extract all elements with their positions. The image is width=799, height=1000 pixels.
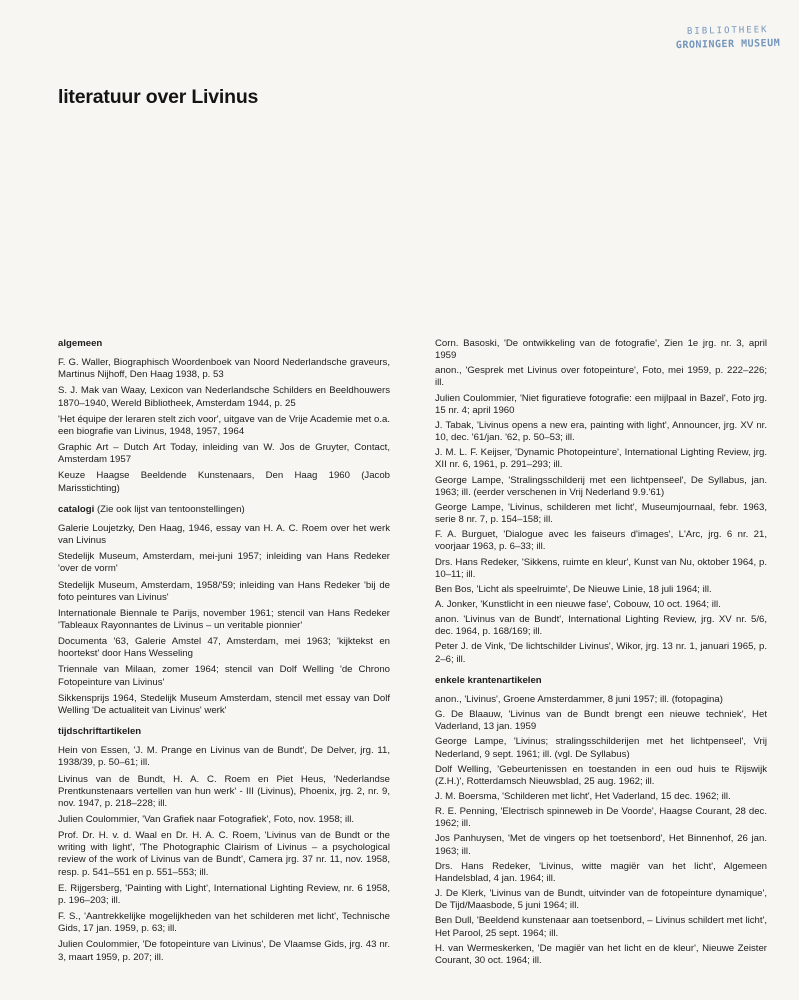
- bibliography-entry: Julien Coulommier, 'De fotopeinture van Livinus', De Vlaamse Gids, jrg. 43 nr. 3, maart 1959, p. 207; ill.: [58, 939, 390, 963]
- bibliography-entry: Graphic Art – Dutch Art Today, inleiding van W. Jos de Gruyter, Contact, Amsterdam 1957: [58, 442, 390, 466]
- section-tijdschriftartikelen: [58, 726, 390, 964]
- section-algemeen: [58, 338, 390, 495]
- bibliography-entry: Julien Coulommier, 'Van Grafiek naar Fotografiek', Foto, nov. 1958; ill.: [58, 814, 355, 825]
- section-heading-text: enkele krantenartikelen: [435, 674, 542, 686]
- bibliography-entry: F. S., 'Aantrekkelijke mogelijkheden van het schilderen met licht', Technische Gids, 17 jan. 1959, p. 63; ill.: [58, 911, 390, 935]
- section-heading: [58, 504, 390, 516]
- bibliography-entry: J. M. L. F. Keijser, 'Dynamic Photopeinture', International Lighting Review, jrg. XII nr. 6, 1961, p. 291–293; ill.: [435, 447, 767, 471]
- bibliography-entry: Ben Dull, 'Beeldend kunstenaar aan toetsenbord, – Livinus schildert met licht', Het Parool, 25 sept. 1964; ill.: [435, 915, 767, 939]
- bibliography-entry: Galerie Loujetzky, Den Haag, 1946, essay van H. A. C. Roem over het werk van Livinus: [58, 522, 390, 547]
- bibliography-entry: E. Rijgersberg, 'Painting with Light', International Lighting Review, nr. 6 1958, p. 196–203; ill.: [58, 882, 390, 906]
- bibliography-entry: anon. 'Livinus van de Bundt', International Lighting Review, jrg. XV nr. 5/6, dec. 1964, p. 168/169; ill.: [435, 614, 767, 638]
- section-heading-text: catalogi: [58, 503, 95, 515]
- bibliography-entry: Ben Bos, 'Licht als speelruimte', De Nieuwe Linie, 18 juli 1964; ill.: [435, 583, 712, 595]
- bibliography-entry: Keuze Haagse Beeldende Kunstenaars, Den Haag 1960 (Jacob Marisstichting): [58, 470, 390, 494]
- bibliography-entry: Triennale van Milaan, zomer 1964; stencil van Dolf Welling 'de Chrono Fotopeinture van Livinus': [58, 664, 390, 688]
- bibliography-entry: George Lampe, 'Livinus, schilderen met licht', Museumjournaal, febr. 1963, serie 8 nr. 7, p. 154–158; ill.: [435, 501, 767, 526]
- bibliography-entry: George Lampe, 'Stralingsschilderij met een lichtpenseel', De Syllabus, jan. 1963; ill. (eerder verschenen in Vrij Nederland 9.9.'61): [435, 474, 767, 498]
- section-heading: [58, 338, 390, 350]
- bibliography-entry: Documenta '63, Galerie Amstel 47, Amsterdam, mei 1963; 'kijktekst en hoortekst' door Hans Wesseling: [58, 636, 390, 660]
- bibliography-entry: anon., 'Livinus', Groene Amsterdammer, 8 juni 1957; ill. (fotopagina): [435, 693, 723, 705]
- bibliography-entry: A. Jonker, 'Kunstlicht in een nieuwe fase', Cobouw, 10 oct. 1964; ill.: [435, 598, 721, 610]
- section-heading: [435, 675, 767, 687]
- bibliography-entry: Prof. Dr. H. v. d. Waal en Dr. H. A. C. Roem, 'Livinus van de Bundt or the writing with light', 'The Photographic Clairism of Livinus – a psychological review of the work of Livinus van de Bundt', Camera jrg. 37 nr. 11, nov. 1958, resp. p. 541–551 en p. 551–553; ill.: [58, 830, 390, 878]
- bibliography-entry: Stedelijk Museum, Amsterdam, 1958/'59; inleiding van Hans Redeker 'bij de foto peintures van Livinus': [58, 579, 390, 603]
- bibliography-entry: Hein von Essen, 'J. M. Prange en Livinus van de Bundt', De Delver, jrg. 11, 1938/39, p. 50–61; ill.: [58, 745, 390, 769]
- bibliography-entry: R. E. Penning, 'Electrisch spinneweb in De Voorde', Haagse Courant, 28 dec. 1962; ill.: [435, 806, 767, 830]
- bibliography-entry: anon., 'Gesprek met Livinus over fotopeinture', Foto, mei 1959, p. 222–226; ill.: [435, 365, 767, 389]
- section-enkele-krantenartikelen: [435, 675, 767, 967]
- bibliography-entry: S. J. Mak van Waay, Lexicon van Nederlandsche Schilders en Beeldhouwers 1870–1940, Wereld Bibliotheek, Amsterdam 1944, p. 25: [58, 385, 390, 409]
- bibliography-entry: J. Tabak, 'Livinus opens a new era, painting with light', Announcer, jrg. XV nr. 10, dec. '61/jan. '62, p. 50–53; ill.: [435, 419, 767, 444]
- bibliography-entry: Jos Panhuysen, 'Met de vingers op het toetsenbord', Het Binnenhof, 26 jan. 1963; ill.: [435, 833, 767, 857]
- bibliography-entry: Peter J. de Vink, 'De lichtschilder Livinus', Wikor, jrg. 13 nr. 1, januari 1965, p. 2–6; ill.: [435, 641, 767, 665]
- stamp-line-2: GRONINGER MUSEUM: [675, 37, 781, 52]
- left-column: [58, 338, 390, 973]
- library-stamp: [666, 25, 791, 62]
- bibliography-entry: Corn. Basoski, 'De ontwikkeling van de fotografie', Zien 1e jrg. nr. 3, april 1959: [435, 338, 767, 362]
- bibliography-entry: Drs. Hans Redeker, 'Livinus, witte magiër van het licht', Algemeen Handelsblad, 4 jan. 1964; ill.: [435, 860, 767, 884]
- bibliography-entry: Internationale Biennale te Parijs, november 1961; stencil van Hans Redeker 'Tableaux Rayonnantes de Livinus – un veritable pionnier': [58, 607, 390, 631]
- bibliography-entry: George Lampe, 'Livinus; stralingsschilderijen met het lichtpenseel', Vrij Nederland, 9 sept. 1961; ill. (vgl. De Syllabus): [435, 736, 767, 760]
- bibliography-entry: F. G. Waller, Biographisch Woordenboek van Noord Nederlandsche graveurs, Martinus Nijhoff, Den Haag 1938, p. 53: [58, 357, 390, 381]
- bibliography-entry: Stedelijk Museum, Amsterdam, mei-juni 1957; inleiding van Hans Redeker 'over de vorm': [58, 551, 390, 575]
- stamp-line-1: BIBLIOTHEEK: [686, 25, 769, 37]
- section-heading-text: tijdschriftartikelen: [58, 726, 142, 738]
- bibliography-entry: F. A. Burguet, 'Dialogue avec les faiseurs d'images', L'Arc, jrg. 6 nr. 21, voorjaar 1963, p. 6–33; ill.: [435, 529, 767, 553]
- bibliography-entry: Drs. Hans Redeker, 'Sikkens, ruimte en kleur', Kunst van Nu, oktober 1964, p. 10–11; ill.: [435, 556, 767, 580]
- bibliography-entry: J. M. Boersma, 'Schilderen met licht', Het Vaderland, 15 dec. 1962; ill.: [435, 791, 731, 802]
- section-continued: [435, 338, 767, 666]
- bibliography-entry: Dolf Welling, 'Gebeurtenissen en toestanden in een oud huis te Rijswijk (Z.H.)', Rotterdamsch Nieuwsblad, 25 aug. 1962; ill.: [435, 763, 767, 787]
- bibliography-entry: Livinus van de Bundt, H. A. C. Roem en Piet Heus, 'Nederlandse Prentkunstenaars vertellen van hun werk' - III (Livinus), Phoenix, jrg. 2, nr. 9, nov. 1947, p. 218–228; ill.: [58, 773, 390, 809]
- bibliography-entry: J. De Klerk, 'Livinus van de Bundt, uitvinder van de fotopeinture dynamique', De Tijd/Maasbode, 5 juni 1964; ill.: [435, 888, 767, 912]
- bibliography-entry: H. van Wermeskerken, 'De magiër van het licht en de kleur', Nieuwe Zeister Courant, 30 oct. 1964; ill.: [435, 942, 767, 966]
- section-catalogi: [58, 504, 390, 717]
- section-heading: [58, 726, 390, 738]
- bibliography-entry: G. De Blaauw, 'Livinus van de Bundt brengt een nieuwe techniek', Het Vaderland, 13 jan. 1959: [435, 709, 767, 733]
- bibliography-entry: Sikkensprijs 1964, Stedelijk Museum Amsterdam, stencil met essay van Dolf Welling 'De actualiteit van Livinus' werk': [58, 692, 390, 716]
- section-heading-note: (Zie ook lijst van tentoonstellingen): [96, 503, 245, 515]
- section-heading-text: algemeen: [58, 338, 103, 349]
- bibliography-entry: Julien Coulommier, 'Niet figuratieve fotografie: een mijlpaal in Bazel', Foto jrg. 15 nr. 4; april 1960: [435, 392, 767, 416]
- page-title: literatuur over Livinus: [58, 86, 259, 108]
- right-column: [435, 338, 767, 976]
- bibliography-entry: 'Het équipe der leraren stelt zich voor', uitgave van de Vrije Academie met o.a. een biografie van Livinus, 1948, 1957, 1964: [58, 413, 390, 437]
